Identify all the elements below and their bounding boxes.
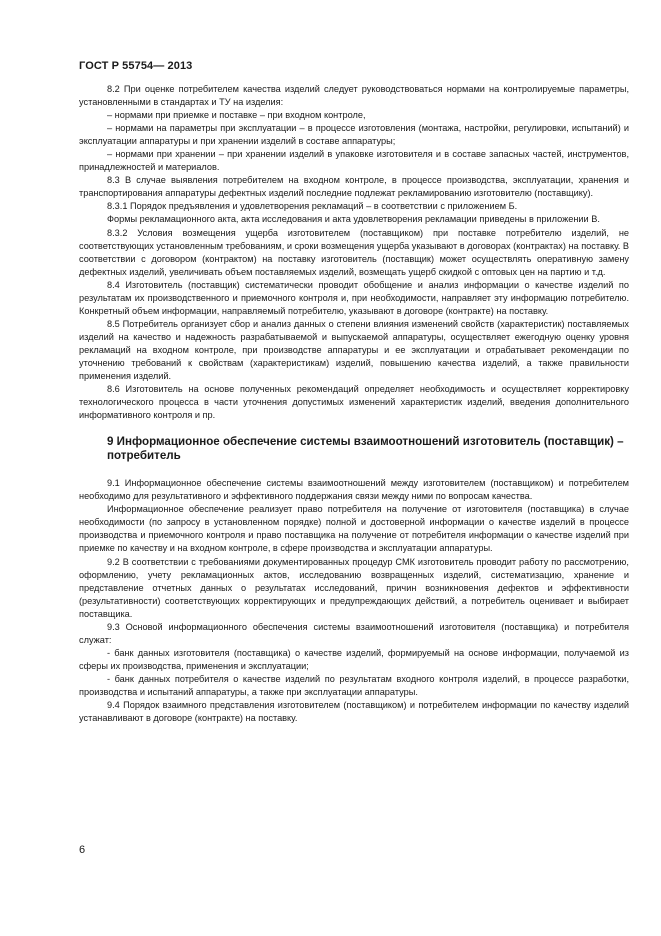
paragraph-8-3-2: 8.3.2 Условия возмещения ущерба изготовителем (поставщиком) при поставке потребителю изделий, не соответствующих установленным требованиям, и сроки возмещения ущерба указывают в договорах (контрактах) на поставку. В соответствии с договором (контрактом) на поставку изготовитель (поставщик) может осуществлять оперативную замену дефектных изделий, увеличивать объем поставляемых изделий, возмещать ущерб скидкой с оптовых цен на партию и т.д. bbox=[79, 227, 630, 277]
list-item-norms-acceptance: – нормами при приемке и поставке – при входном контроле, bbox=[107, 110, 366, 121]
paragraph-8-3: 8.3 В случае выявления потребителем на входном контроле, в процессе производства, эксплуатации, хранения и транспортирования аппаратуры дефектных изделий последние подлежат рекламированию изготовителю (поставщику). bbox=[79, 175, 629, 199]
paragraph-8-4: 8.4 Изготовитель (поставщик) систематически проводит обобщение и анализ информации о качестве изделий по результатам их производственного и приемочного контроля и, при необходимости, направляет эту информацию потребителю. Конкретный объем информации, направляемый потребителю, указывают в договоре (контракте) на поставку. bbox=[79, 279, 629, 316]
page-number: 6 bbox=[79, 844, 86, 856]
paragraph-9-4: 9.4 Порядок взаимного представления изготовителем (поставщиком) и потребителем информации по качеству изделий устанавливают в договоре (контракте) на поставку. bbox=[79, 700, 629, 724]
paragraph-8-3-1: 8.3.1 Порядок предъявления и удовлетворения рекламаций – в соответствии с приложением Б. bbox=[107, 201, 518, 212]
list-item-norms-operation: – нормами на параметры при эксплуатации – в процессе изготовления (монтажа, настройки, регулировки, испытаний) и эксплуатации аппаратуры и при хранении изделий в составе аппаратуры; bbox=[79, 123, 629, 147]
paragraph-8-2: 8.2 При оценке потребителем качества изделий следует руководствоваться нормами на контролируемые параметры, установленными в стандартах и ТУ на изделия: bbox=[79, 84, 629, 108]
paragraph-9-2: 9.2 В соответствии с требованиями документированных процедур СМК изготовитель проводит работу по рассмотрению, оформлению, учету рекламационных актов, исследованию возвращенных изделий, систематизацию, хранение и представление отчетных данных о результатах исследований, причин возникновения дефектов и эффективности (результативности) соответствующих корректирующих и предупреждающих действий, а потребитель оценивает и выбирает поставщика. bbox=[79, 556, 629, 619]
paragraph-forms: Формы рекламационного акта, акта исследования и акта удовлетворения рекламации приведены в приложении В. bbox=[107, 214, 600, 225]
list-item-manufacturer-databank: - банк данных изготовителя (поставщика) о качестве изделий, формируемый на основе информации, получаемой из сферы их производства, применения и эксплуатации; bbox=[79, 647, 629, 671]
paragraph-9-1: 9.1 Информационное обеспечение системы взаимоотношений между изготовителем (поставщиком) и потребителем необходимо для результативного и эффективного поддержания связи между ними по вопросам качества. bbox=[79, 478, 629, 502]
paragraph-8-5: 8.5 Потребитель организует сбор и анализ данных о степени влияния изменений свойств (характеристик) поставляемых изделий на качество и надежность разрабатываемой и выпускаемой аппаратуры, осуществляет ежегодную оценку уровня рекламаций на входном контроле, при производстве аппаратуры и ее эксплуатации и отрабатывает рекомендации по уточнению требований к свойствам (характеристикам) изделий, повышению качества изделий, а также правильности применения изделий. bbox=[79, 318, 629, 382]
document-body bbox=[79, 83, 629, 725]
section-9-heading: 9 Информационное обеспечение системы взаимоотношений изготовитель (поставщик) – потребитель bbox=[107, 435, 624, 463]
list-item-consumer-databank: - банк данных потребителя о качестве изделий по результатам входного контроля изделий, в процессе разработки, производства и испытаний аппаратуры, а также при эксплуатации аппаратуры. bbox=[79, 673, 629, 697]
list-item-norms-storage: – нормами при хранении – при хранении изделий в упаковке изготовителя и в составе запасных частей, инструментов, принадлежностей и материалов. bbox=[79, 149, 629, 173]
paragraph-9-3: 9.3 Основой информационного обеспечения системы взаимоотношений изготовителя (поставщика) и потребителя служат: bbox=[79, 621, 629, 645]
paragraph-8-6: 8.6 Изготовитель на основе полученных рекомендаций определяет необходимость и осуществляет корректировку технологического процесса в части уточнения допустимых изменений характеристик изделий, введения дополнительного информативного контроля и пр. bbox=[79, 384, 629, 421]
document-header: ГОСТ Р 55754— 2013 bbox=[79, 60, 193, 72]
paragraph-info-support: Информационное обеспечение реализует право потребителя на получение от изготовителя (поставщика) в случае необходимости (по запросу в установленном порядке) полной и достоверной информации о качестве изделий в процессе производства и приемочного контроля и право поставщика на получение от потребителя информации о качестве изделий при приемке по качеству и на входном контроле, в сфере производства и эксплуатации аппаратуры. bbox=[79, 504, 629, 554]
